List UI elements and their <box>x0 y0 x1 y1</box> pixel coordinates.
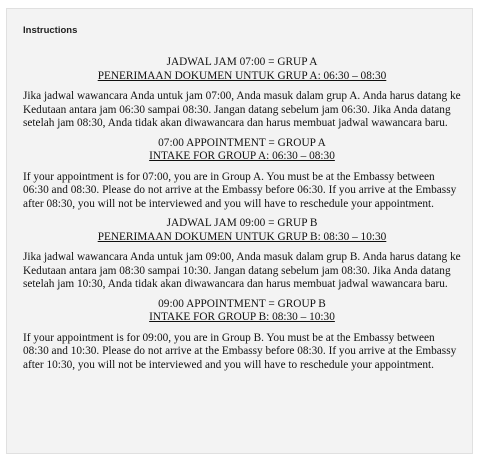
section-heading-block <box>23 217 461 244</box>
section-subheading: PENERIMAAN DOKUMEN UNTUK GRUP A: 06:30 – 08:30 <box>97 69 387 82</box>
section-paragraph: If your appointment is for 07:00, you are in Group A. You must be at the Embassy between 06:30 and 08:30. Please do not arrive at the Embassy before 06:30. If you arrive at the Embassy after 08:30, you will not be interviewed and you will have to reschedule your appointment. <box>23 170 457 210</box>
section-heading-block <box>23 56 461 83</box>
section-subheading: INTAKE FOR GROUP B: 08:30 – 10:30 <box>149 311 335 323</box>
section-paragraph: Jika jadwal wawancara Anda untuk jam 07:00, Anda masuk dalam grup A. Anda harus datang ke Kedutaan antara jam 06:30 sampai 08:30. Jangan datang sebelum jam 06:30. Jika Anda datang setelah jam 08:30, Anda tidak akan diwawancara dan harus membuat jadwal wawancara baru. <box>23 90 461 129</box>
section-heading-block <box>23 137 461 164</box>
instructions-content <box>23 56 461 378</box>
section-paragraph: Jika jadwal wawancara Anda untuk jam 09:00, Anda masuk dalam grup B. Anda harus datang ke Kedutaan antara jam 08:30 sampai 10:30. Jangan datang sebelum jam 08:30. Jika Anda datang setelah jam 10:30, Anda tidak akan diwawancara dan harus membuat jadwal wawancara baru. <box>23 251 461 290</box>
section-heading: 09:00 APPOINTMENT = GROUP B <box>158 297 326 310</box>
section-heading: 07:00 APPOINTMENT = GROUP A <box>158 136 326 149</box>
section-heading: JADWAL JAM 09:00 = GRUP B <box>166 217 318 229</box>
instructions-panel <box>6 8 473 454</box>
section-subheading: PENERIMAAN DOKUMEN UNTUK GRUP B: 08:30 – 10:30 <box>97 230 387 243</box>
section-heading: JADWAL JAM 07:00 = GRUP A <box>166 56 318 68</box>
section-heading-block <box>23 298 461 325</box>
section-subheading: INTAKE FOR GROUP A: 06:30 – 08:30 <box>149 150 335 162</box>
panel-title: Instructions <box>23 25 78 36</box>
section-paragraph: If your appointment is for 09:00, you are in Group B. You must be at the Embassy between 08:30 and 10:30. Please do not arrive at the Embassy before 08:30. If you arrive at the Embassy after 10:30, you will not be interviewed and you will have to reschedule your appointment. <box>23 331 457 371</box>
